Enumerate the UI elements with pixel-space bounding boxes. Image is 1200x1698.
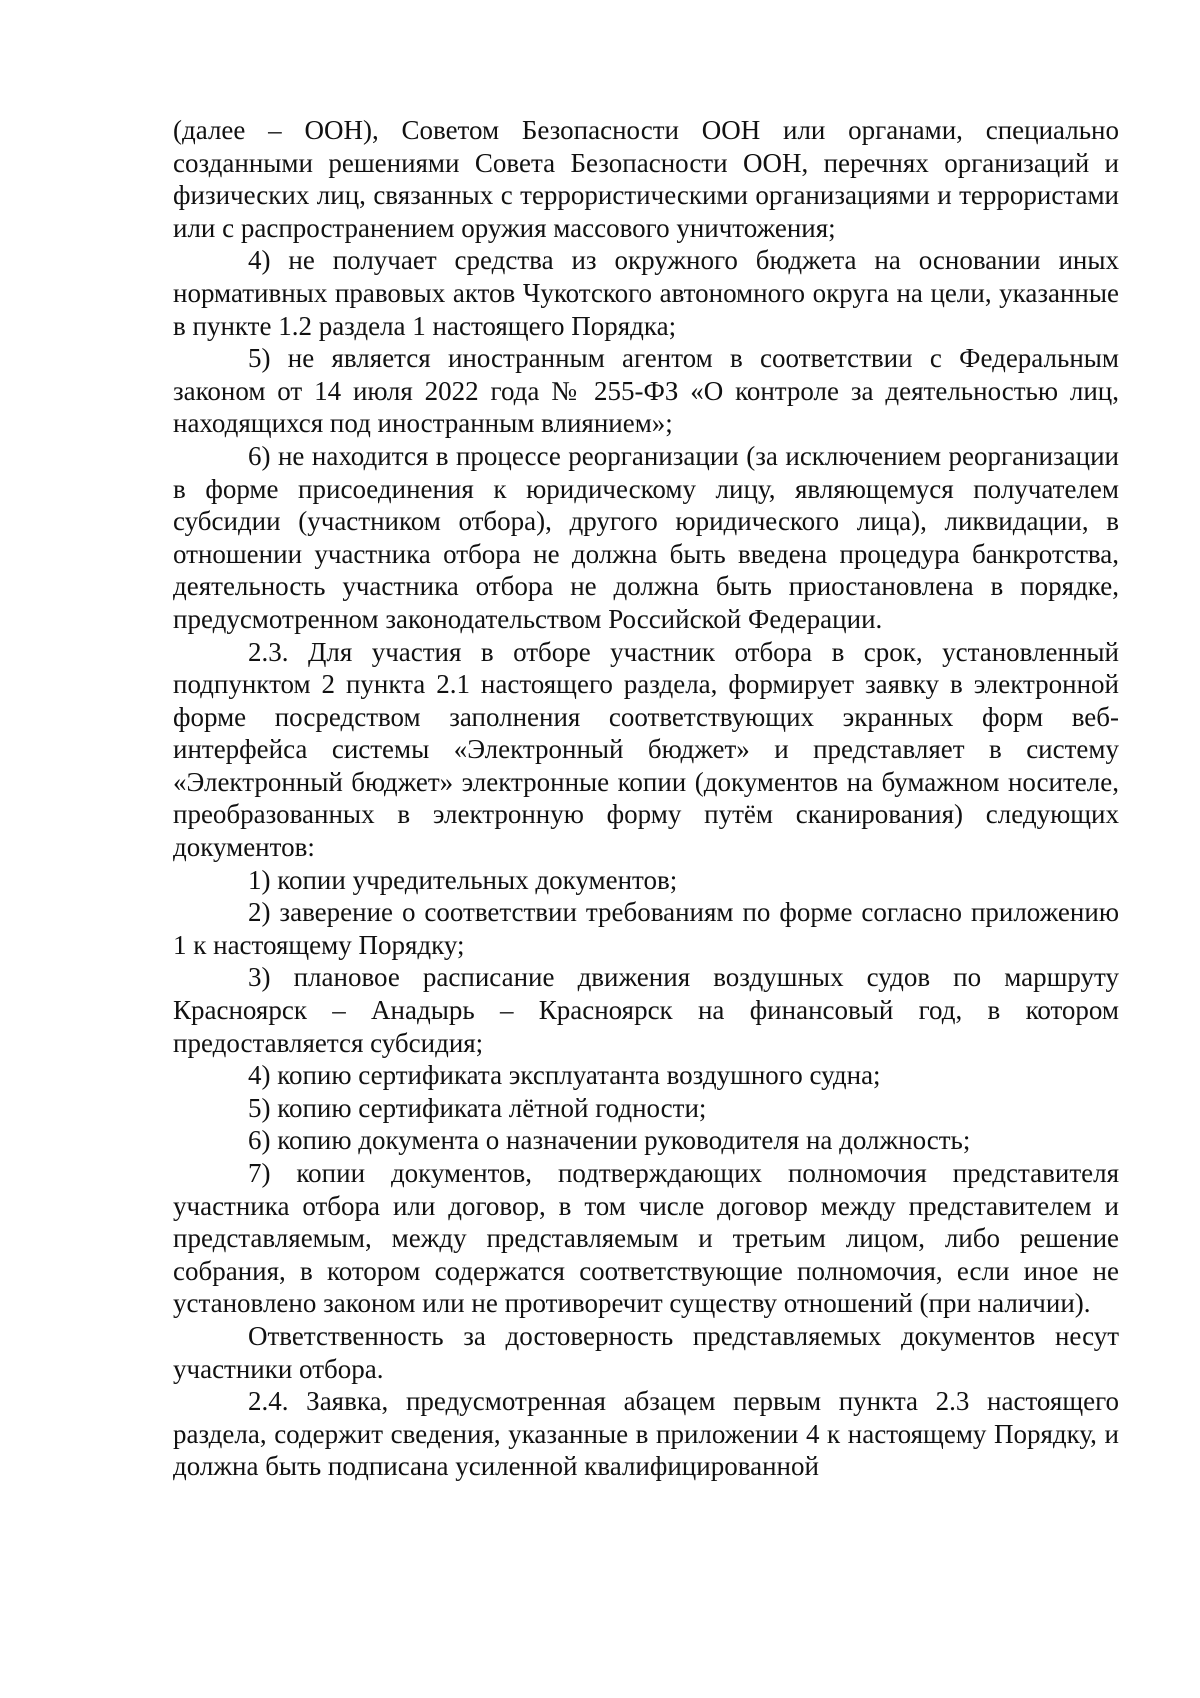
document-body xyxy=(173,114,1119,1483)
paragraph-doc-2: 2) заверение о соответствии требованиям по форме согласно приложению 1 к настоящему Порядку; xyxy=(173,897,1119,960)
paragraph-item-4: 4) не получает средства из окружного бюджета на основании иных нормативных правовых актов Чукотского автономного округа на цели, указанные в пункте 1.2 раздела 1 настоящего Порядка; xyxy=(173,245,1119,341)
paragraph-doc-1: 1) копии учредительных документов; xyxy=(248,864,678,895)
paragraph-doc-4: 4) копию сертификата эксплуатанта воздушного судна; xyxy=(248,1060,881,1091)
paragraph-doc-7: 7) копии документов, подтверждающих полномочия представителя участника отбора или договор, в том числе договор между представителем и представляемым, между представляемым и третьим лицом, либо решение собрания, в котором содержатся соответствующие полномочия, если иное не установлено законом или не противоречит существу отношений (при наличии). xyxy=(173,1158,1119,1319)
paragraph-2-4: 2.4. Заявка, предусмотренная абзацем первым пункта 2.3 настоящего раздела, содержит сведения, указанные в приложении 4 к настоящему Порядку, и должна быть подписана усиленной квалифицированной xyxy=(173,1386,1119,1482)
paragraph-responsibility: Ответственность за достоверность представляемых документов несут участники отбора. xyxy=(173,1320,1119,1384)
paragraph-doc-6: 6) копию документа о назначении руководителя на должность; xyxy=(248,1125,971,1156)
paragraph-1-continuation: (далее – ООН), Советом Безопасности ООН или органами, специально созданными решениями Совета Безопасности ООН, перечнях организаций и физических лиц, связанных с террористическими организациями и террористами или с распространением оружия массового уничтожения; xyxy=(173,115,1119,243)
paragraph-doc-3: 3) плановое расписание движения воздушных судов по маршруту Красноярск – Анадырь – Красноярск на финансовый год, в котором предоставляется субсидия; xyxy=(173,962,1119,1058)
paragraph-item-5: 5) не является иностранным агентом в соответствии с Федеральным законом от 14 июля 2022 года № 255-ФЗ «О контроле за деятельностью лиц, находящихся под иностранным влиянием»; xyxy=(173,343,1119,439)
paragraph-doc-5: 5) копию сертификата лётной годности; xyxy=(248,1092,707,1123)
paragraph-2-3: 2.3. Для участия в отборе участник отбора в срок, установленный подпунктом 2 пункта 2.1 настоящего раздела, формирует заявку в электронной форме посредством заполнения соответствующих экранных форм веб-интерфейса системы «Электронный бюджет» и представляет в систему «Электронный бюджет» электронные копии (документов на бумажном носителе, преобразованных в электронную форму путём сканирования) следующих документов: xyxy=(173,636,1119,863)
paragraph-item-6: 6) не находится в процессе реорганизации (за исключением реорганизации в форме присоединения к юридическому лицу, являющемуся получателем субсидии (участником отбора), другого юридического лица), ликвидации, в отношении участника отбора не должна быть введена процедура банкротства, деятельность участника отбора не должна быть приостановлена в порядке, предусмотренном законодательством Российской Федерации. xyxy=(173,440,1119,634)
